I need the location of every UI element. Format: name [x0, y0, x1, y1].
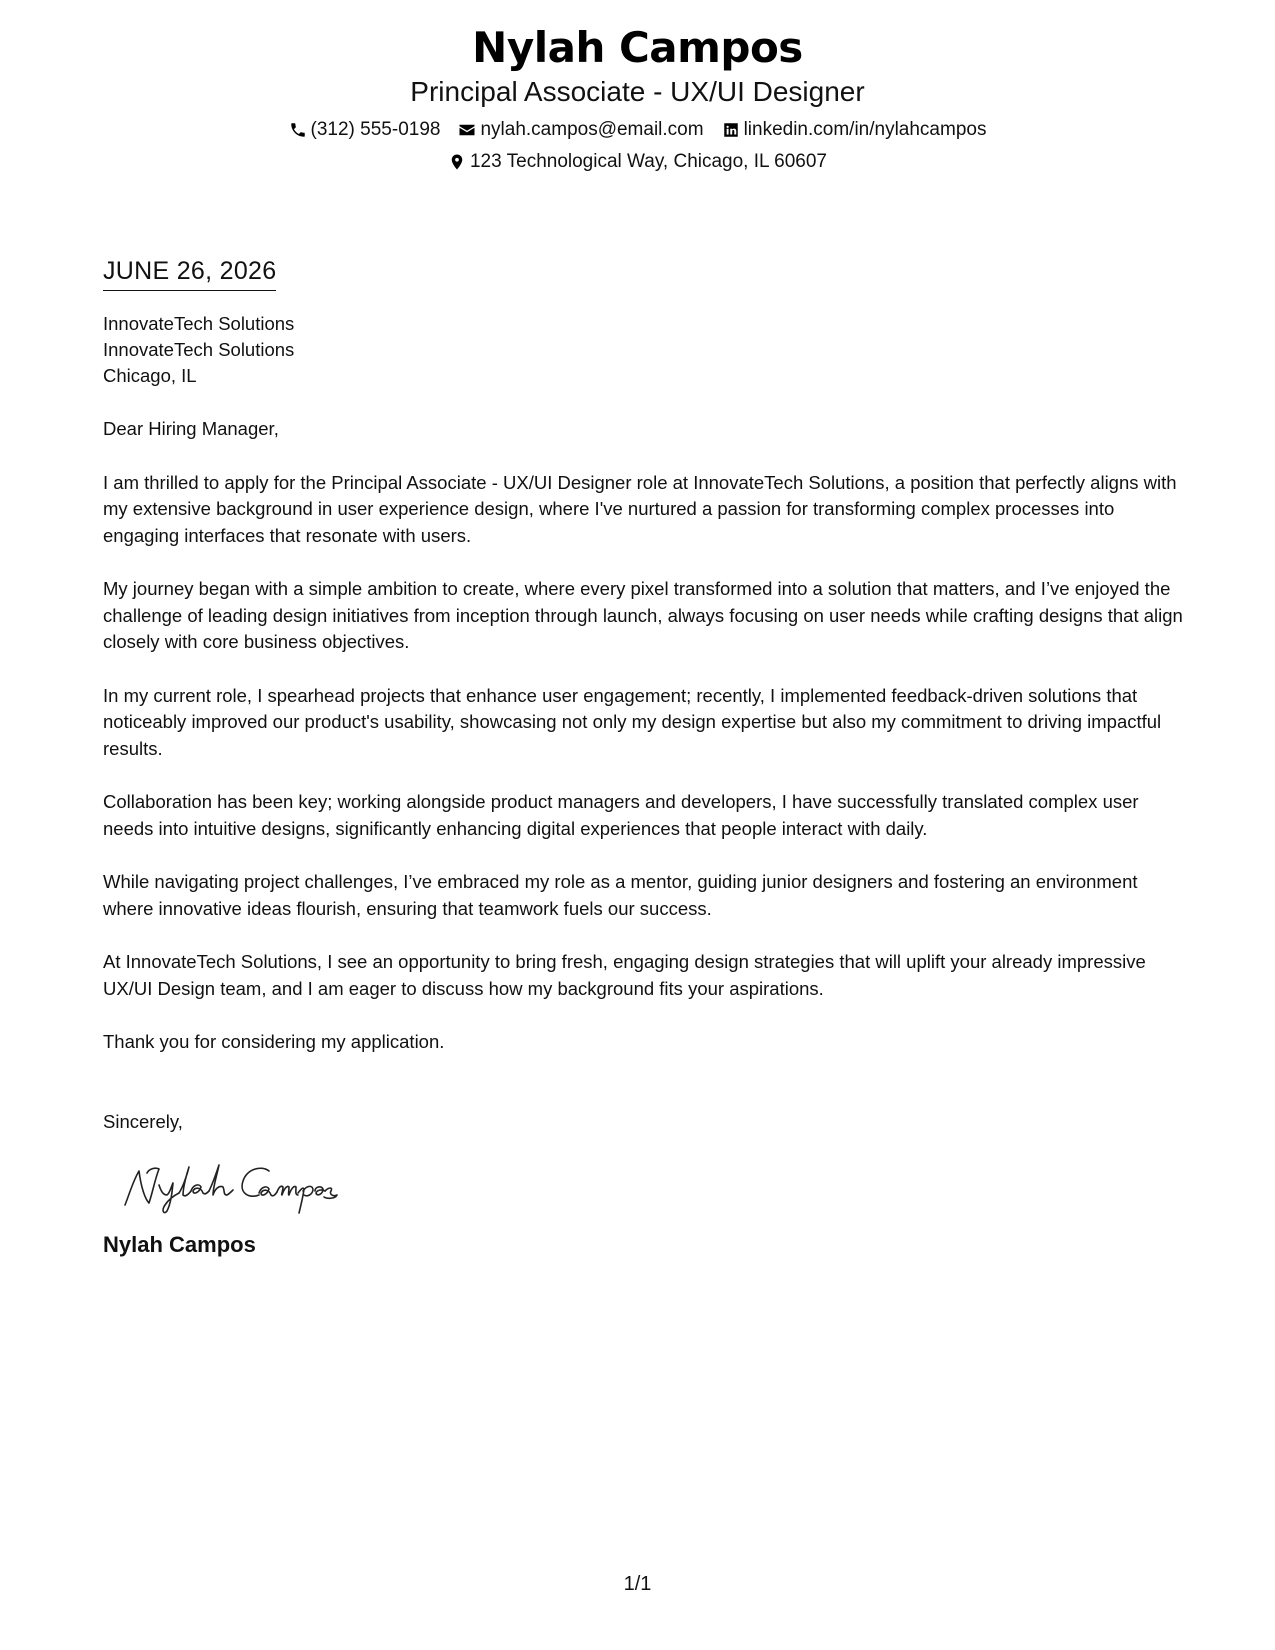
contact-email[interactable] [458, 118, 703, 142]
contact-row [0, 118, 1275, 142]
email-text: nylah.campos@email.com [480, 119, 704, 140]
address-text: 123 Technological Way, Chicago, IL 60607 [469, 151, 827, 172]
page-number: 1/1 [623, 1573, 652, 1595]
address-row [0, 150, 1275, 174]
sender-name: Nylah Campos [472, 23, 803, 72]
map-pin-icon [448, 153, 466, 171]
recipient-line: Chicago, IL [103, 365, 197, 386]
body-paragraph: While navigating project challenges, I’ve embraced my role as a mentor, guiding junior designers and fostering an environment where innovative ideas flourish, ensuring that teamwork fuels our success. [103, 871, 1138, 919]
phone-text: (312) 555-0198 [310, 119, 441, 140]
body-paragraph: In my current role, I spearhead projects that enhance user engagement; recently, I implemented feedback-driven solutions that noticeably improved our product's usability, showcasing not only my design expertise but also my commitment to driving impactful results. [103, 684, 1162, 759]
phone-icon [289, 121, 307, 139]
body-paragraph: Collaboration has been key; working alongside product managers and developers, I have successfully translated complex user needs into intuitive designs, significantly enhancing digital experiences that people interact with daily. [103, 791, 1139, 839]
handwritten-signature [119, 1157, 1183, 1217]
letter-date: JUNE 26, 2026 [103, 256, 276, 291]
linkedin-text: linkedin.com/in/nylahcampos [743, 119, 987, 140]
closing-line: Thank you for considering my application. [103, 1031, 445, 1052]
recipient-line: InnovateTech Solutions [103, 339, 295, 360]
recipient-block [103, 311, 1183, 389]
contact-phone [289, 118, 441, 142]
sender-title: Principal Associate - UX/UI Designer [410, 76, 865, 107]
envelope-icon [458, 121, 476, 139]
letter-header [0, 20, 1275, 174]
signed-name: Nylah Campos [103, 1232, 256, 1257]
body-paragraph: At InnovateTech Solutions, I see an opportunity to bring fresh, engaging design strategies that will uplift your already impressive UX/UI Design team, and I am eager to discuss how my background fits your aspirations. [103, 951, 1146, 999]
salutation: Dear Hiring Manager, [103, 418, 279, 439]
contact-linkedin[interactable] [722, 118, 987, 142]
linkedin-icon [722, 121, 740, 139]
recipient-line: InnovateTech Solutions [103, 313, 295, 334]
contact-address [448, 150, 827, 174]
body-paragraph: I am thrilled to apply for the Principal Associate - UX/UI Designer role at InnovateTech Solutions, a position that perfectly aligns with my extensive background in user experience design, where I've nurtured a passion for transforming complex processes into engaging interfaces that resonate with users. [103, 471, 1177, 546]
body-paragraph: My journey began with a simple ambition to create, where every pixel transformed into a solution that matters, and I’ve enjoyed the challenge of leading design initiatives from inception through launch, always focusing on user needs while crafting designs that align closely with core business objectives. [103, 578, 1183, 652]
letter-body [103, 256, 1183, 1259]
signature-graphic [119, 1157, 349, 1217]
signoff: Sincerely, [103, 1110, 183, 1132]
